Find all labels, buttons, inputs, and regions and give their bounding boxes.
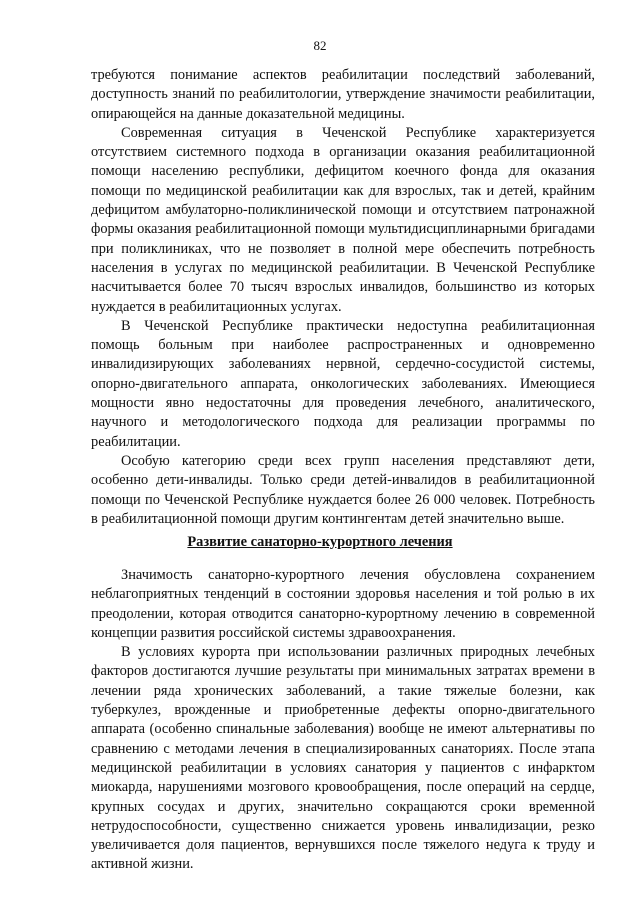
- paragraph: требуются понимание аспектов реабилитации последствий заболеваний, доступность знаний по реабилитологии, утверждение значимости реабилитации, опирающейся на данные доказательной медицины.: [91, 67, 595, 122]
- section-heading: Развитие санаторно-курортного лечения: [187, 534, 453, 550]
- paragraph: Особую категорию среди всех групп населения представляют дети, особенно дети-инвалиды. Только среди детей-инвалидов в реабилитационной помощи по Чеченской Республике нуждается более 26 000 человек. Потребность в реабилитационной помощи другим контингентам детей значительно выше.: [91, 452, 595, 527]
- paragraph: В Чеченской Республике практически недоступна реабилитационная помощь больным при наиболее распространенных и одновременно инвалидизирующих заболеваниях нервной, сердечно-сосудистой системы, опорно-двигательного аппарата, онкологических заболеваниях. Имеющиеся мощности явно недостаточны для проведения лечебного, аналитического, научного и методологического подхода для реализации программы по реабилитации.: [91, 317, 595, 450]
- section-body-sanatorium: [91, 566, 595, 875]
- section-body-rehabilitation: [91, 66, 595, 529]
- page-number: 82: [313, 38, 327, 53]
- paragraph: Современная ситуация в Чеченской Республике характеризуется отсутствием системного подхода в организации оказания реабилитационной помощи населению республики, дефицитом коечного фонда для оказания помощи по медицинской реабилитации как для взрослых, так и детей, крайним дефицитом амбулаторно-поликлинической помощи и отсутствием патронажной формы оказания реабилитационной помощи мультидисциплинарными бригадами при поликлиниках, что не позволяет в полной мере обеспечить потребность населения в услугах по медицинской реабилитации. В Чеченской Республике насчитывается более 70 тысяч взрослых инвалидов, большинство из которых нуждается в реабилитационных услугах.: [91, 124, 595, 315]
- paragraph: В условиях курорта при использовании различных природных лечебных факторов достигаются лучшие результаты при минимальных затратах времени в лечении ряда хронических заболеваний, а такие тяжелые болезни, как туберкулез, врожденные и приобретенные дефекты опорно-двигательного аппарата (особенно спинальные заболевания) вообще не имеют альтернативы по сравнению с методами лечения в специализированных санаториях. После этапа медицинской реабилитации в условиях санатория у пациентов с инфарктом миокарда, нарушениями мозгового кровообращения, после операций на сердце, крупных сосудах и других, значительно сокращаются сроки временной нетрудоспособности, существенно снижается уровень инвалидизации, резко увеличивается доля пациентов, вернувшихся после тяжелого недуга к труду и активной жизни.: [91, 644, 595, 873]
- paragraph: Значимость санаторно-курортного лечения обусловлена сохранением неблагоприятных тенденций в состоянии здоровья населения и той ролью в их преодолении, которая отводится санаторно-курортному лечению в современной концепции развития российской системы здравоохранения.: [91, 567, 595, 641]
